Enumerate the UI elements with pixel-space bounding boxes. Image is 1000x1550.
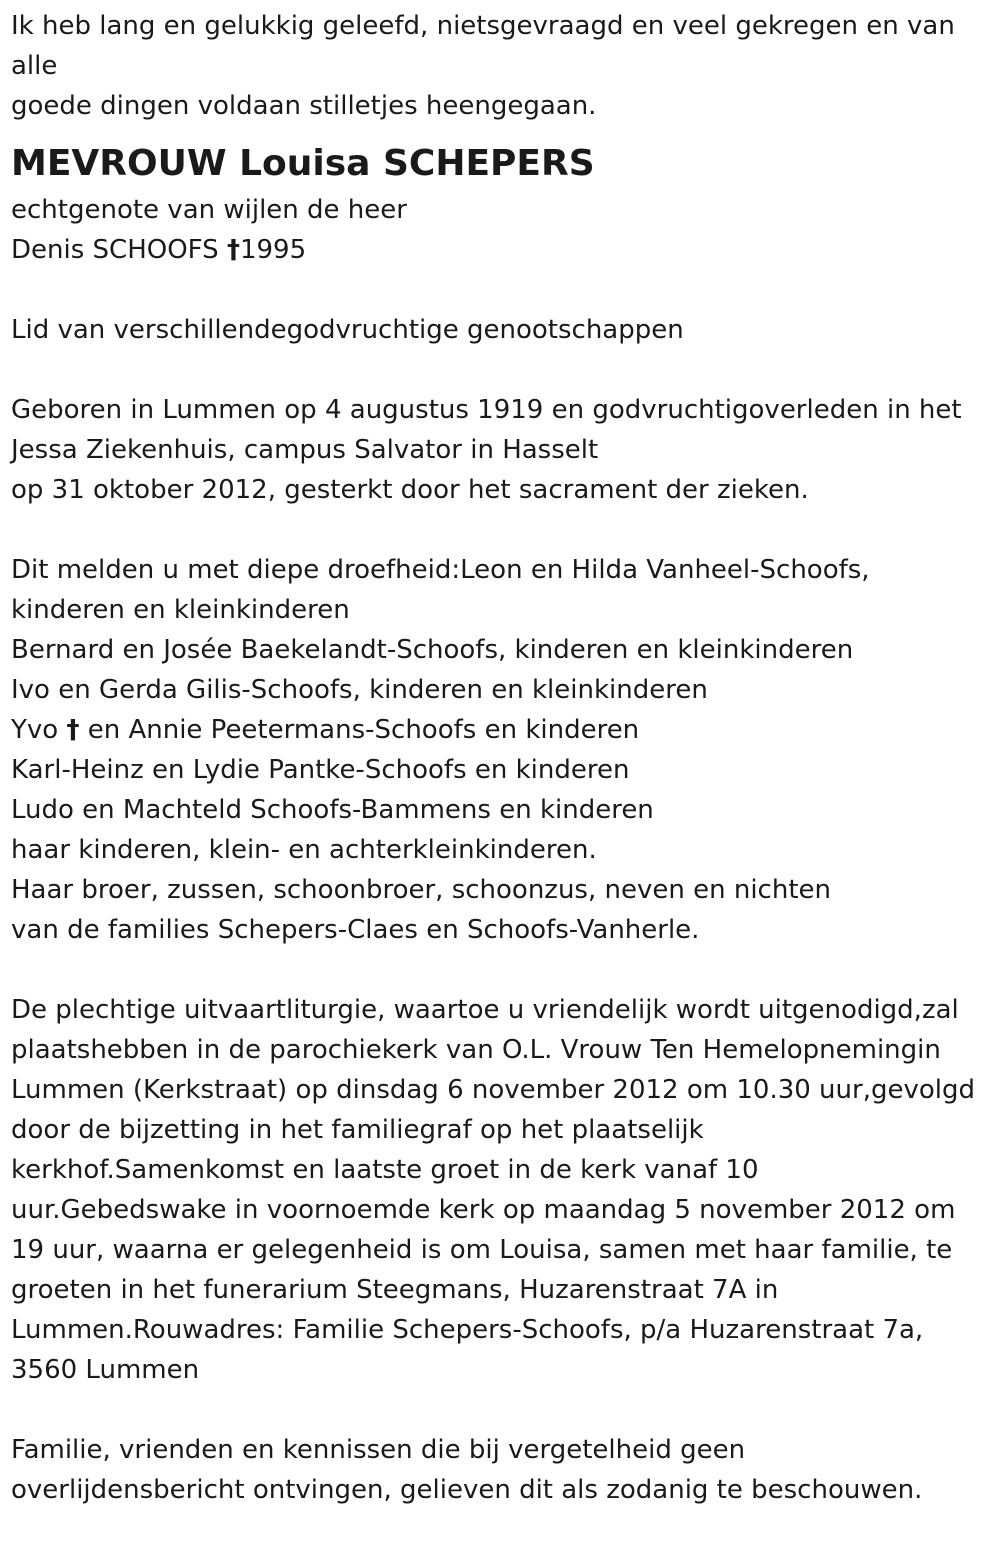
intro-text bbox=[11, 6, 990, 126]
mourner-line: haar kinderen, klein- en achterkleinkinderen. bbox=[11, 835, 597, 865]
funeral-line: uur.Gebedswake in voornoemde kerk op maandag 5 november 2012 om bbox=[11, 1195, 956, 1225]
membership-text: Lid van verschillendegodvruchtige genootschappen bbox=[11, 315, 684, 345]
funeral-line: groeten in het funerarium Steegmans, Huzarenstraat 7A in bbox=[11, 1275, 779, 1305]
funeral-line: De plechtige uitvaartliturgie, waartoe u vriendelijk wordt uitgenodigd,zal bbox=[11, 995, 959, 1025]
mourners-list bbox=[11, 550, 990, 950]
spouse-name: Denis SCHOOFS bbox=[11, 235, 219, 265]
funeral-line: 19 uur, waarna er gelegenheid is om Louisa, samen met haar familie, te bbox=[11, 1235, 953, 1265]
funeral-line: door de bijzetting in het familiegraf op het plaatselijk bbox=[11, 1115, 704, 1145]
mourner-line bbox=[11, 710, 990, 750]
spouse-year: 1995 bbox=[239, 235, 307, 265]
funeral-line: 3560 Lummen bbox=[11, 1355, 200, 1385]
mourner-line: Bernard en Josée Baekelandt-Schoofs, kinderen en kleinkinderen bbox=[11, 635, 854, 665]
closing-note bbox=[11, 1430, 990, 1510]
mourner-line: Karl-Heinz en Lydie Pantke-Schoofs en kinderen bbox=[11, 755, 630, 785]
funeral-line: kerkhof.Samenkomst en laatste groet in de kerk vanaf 10 bbox=[11, 1155, 759, 1185]
mourner-line: Haar broer, zussen, schoonbroer, schoonzus, neven en nichten bbox=[11, 875, 831, 905]
closing-line: overlijdensbericht ontvingen, gelieven dit als zodanig te beschouwen. bbox=[11, 1475, 923, 1505]
intro-line: Ik heb lang en gelukkig geleefd, nietsgevraagd en veel gekregen en van bbox=[11, 11, 955, 41]
birth-death-line: Geboren in Lummen op 4 augustus 1919 en godvruchtigoverleden in het bbox=[11, 395, 962, 425]
mourner-name: Yvo bbox=[11, 715, 59, 745]
spouse-name-line bbox=[11, 230, 990, 270]
mourner-line: van de families Schepers-Claes en Schoofs-Vanherle. bbox=[11, 915, 700, 945]
deceased-name: MEVROUW Louisa SCHEPERS bbox=[11, 143, 595, 184]
intro-line: alle bbox=[11, 51, 58, 81]
birth-death-line: Jessa Ziekenhuis, campus Salvator in Hasselt bbox=[11, 435, 599, 465]
closing-line: Familie, vrienden en kennissen die bij vergetelheid geen bbox=[11, 1435, 746, 1465]
birth-death-line: op 31 oktober 2012, gesterkt door het sacrament der zieken. bbox=[11, 475, 809, 505]
funeral-line: Lummen (Kerkstraat) op dinsdag 6 november 2012 om 10.30 uur,gevolgd bbox=[11, 1075, 975, 1105]
birth-death-text bbox=[11, 390, 990, 510]
funeral-line: Lummen.Rouwadres: Familie Schepers-Schoofs, p/a Huzarenstraat 7a, bbox=[11, 1315, 924, 1345]
cross-icon: † bbox=[226, 235, 240, 265]
funeral-line: plaatshebben in de parochiekerk van O.L. Vrouw Ten Hemelopnemingin bbox=[11, 1035, 941, 1065]
mourner-line: kinderen en kleinkinderen bbox=[11, 595, 350, 625]
mourner-line: Ivo en Gerda Gilis-Schoofs, kinderen en kleinkinderen bbox=[11, 675, 708, 705]
spouse-line: echtgenote van wijlen de heer bbox=[11, 195, 407, 225]
mourner-rest: en Annie Peetermans-Schoofs en kinderen bbox=[87, 715, 640, 745]
mourner-line: Ludo en Machteld Schoofs-Bammens en kinderen bbox=[11, 795, 654, 825]
intro-line: goede dingen voldaan stilletjes heengegaan. bbox=[11, 91, 597, 121]
cross-icon: † bbox=[66, 715, 80, 745]
mourner-line: Dit melden u met diepe droefheid:Leon en Hilda Vanheel-Schoofs, bbox=[11, 555, 870, 585]
funeral-details bbox=[11, 990, 990, 1390]
